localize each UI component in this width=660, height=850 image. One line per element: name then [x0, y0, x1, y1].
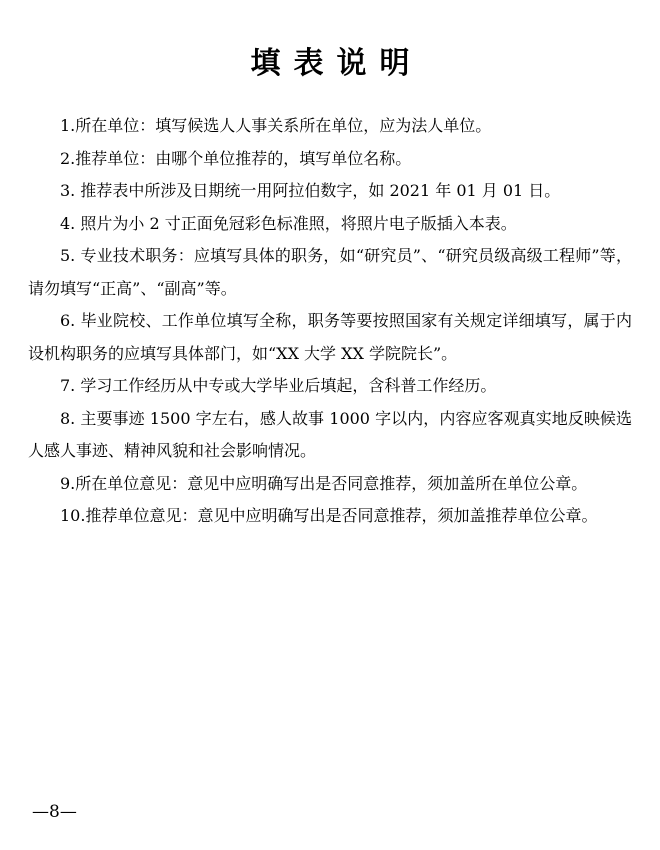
instruction-list: [28, 110, 632, 533]
instruction-item-5: 5. 专业技术职务：应填写具体的职务，如“研究员”、“研究员级高级工程师”等，请勿填写“正高”、“副高”等。: [28, 246, 632, 298]
instruction-item-4: 4. 照片为小 2 寸正面免冠彩色标准照，将照片电子版插入本表。: [60, 213, 517, 233]
instruction-item-6: 6. 毕业院校、工作单位填写全称，职务等要按照国家有关规定详细填写，属于内设机构职务的应填写具体部门，如“XX 大学 XX 学院院长”。: [28, 311, 632, 363]
instruction-item-9: 9.所在单位意见：意见中应明确写出是否同意推荐，须加盖所在单位公章。: [60, 473, 588, 493]
page-number: —8—: [32, 802, 77, 822]
instruction-item-10: 10.推荐单位意见：意见中应明确写出是否同意推荐，须加盖推荐单位公章。: [60, 506, 598, 525]
instruction-item-2: 2.推荐单位：由哪个单位推荐的，填写单位名称。: [60, 148, 412, 168]
instruction-item-7: 7. 学习工作经历从中专或大学毕业后填起，含科普工作经历。: [60, 376, 497, 395]
instruction-item-1: 1.所在单位：填写候选人人事关系所在单位，应为法人单位。: [60, 116, 492, 135]
instruction-item-3: 3. 推荐表中所涉及日期统一用阿拉伯数字，如 2021 年 01 月 01 日。: [60, 181, 561, 200]
instruction-item-8: 8. 主要事迹 1500 字左右，感人故事 1000 字以内，内容应客观真实地反映候选人感人事迹、精神风貌和社会影响情况。: [28, 408, 632, 460]
page-title: 填表说明: [250, 46, 423, 81]
